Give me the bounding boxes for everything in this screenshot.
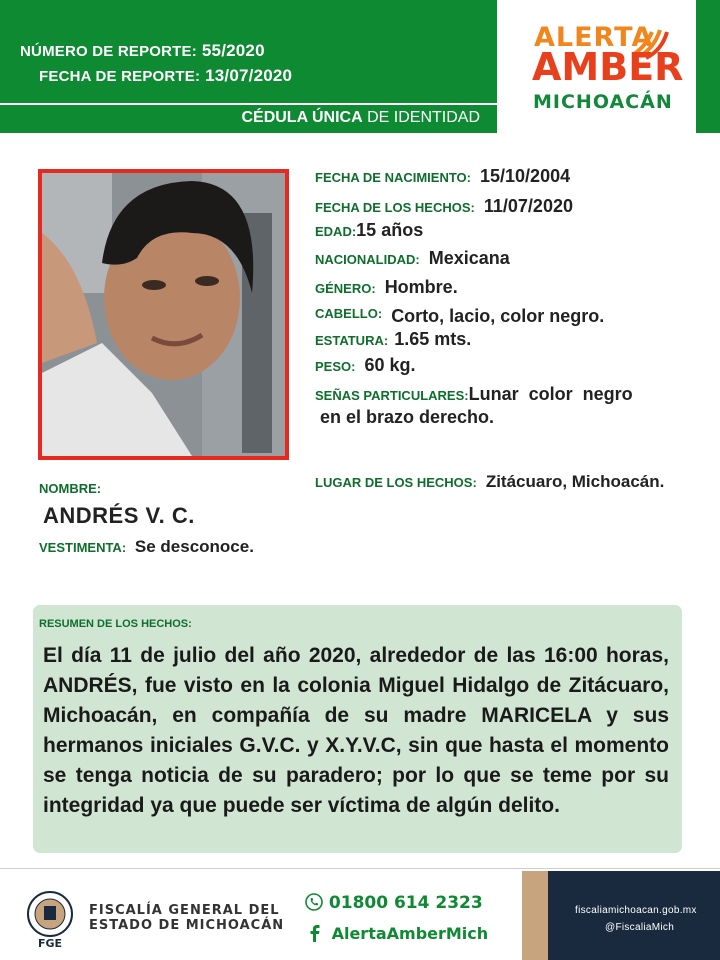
alerta-amber-logo	[520, 22, 684, 117]
events-date-label: FECHA DE LOS HECHOS:	[315, 200, 475, 215]
org-name-line2: ESTADO DE MICHOACÁN	[89, 918, 285, 933]
age-value: 15 años	[356, 220, 424, 240]
clothing-label: VESTIMENTA:	[39, 540, 127, 555]
twitter-handle[interactable]: @FiscaliaMich	[605, 922, 675, 933]
report-date-value: 13/07/2020	[205, 66, 293, 85]
report-number-value: 55/2020	[201, 41, 265, 60]
marks-label: SEÑAS PARTICULARES:	[315, 388, 469, 403]
logo-michoacan: MICHOACÁN	[533, 91, 673, 113]
marks-value-line2: en el brazo derecho.	[320, 407, 495, 427]
footer-divider	[0, 868, 720, 869]
org-name-line1: FISCALÍA GENERAL DEL	[89, 903, 280, 918]
summary-text: El día 11 de julio del año 2020, alrededor de las 16:00 horas, ANDRÉS, fue visto en la colonia Miguel Hidalgo de Zitácuaro, Michoacán, en compañía de su madre MARICELA y sus hermanos iniciales G.V.C. y X.Y.V.C, sin que hasta el momento se tenga noticia de su paradero; por lo que se teme por su integridad ya que puede ser víctima de algún delito.	[43, 644, 669, 817]
logo-alerta: ALERTA	[534, 22, 654, 53]
name-label: NOMBRE:	[39, 481, 102, 496]
cedula-title	[241, 109, 480, 127]
weight	[315, 355, 416, 376]
events-date	[315, 196, 573, 217]
weight-value: 60 kg.	[364, 355, 416, 375]
birth-date-value: 15/10/2004	[480, 166, 571, 186]
facebook-link[interactable]	[308, 924, 488, 943]
gender-label: GÉNERO:	[315, 281, 376, 296]
summary-title: RESUMEN DE LOS HECHOS:	[39, 618, 192, 630]
header-strip	[696, 0, 720, 133]
website-link[interactable]: fiscaliamichoacan.gob.mx	[575, 905, 697, 916]
birth-date-label: FECHA DE NACIMIENTO:	[315, 170, 471, 185]
hair-label: CABELLO:	[315, 306, 383, 321]
age-label: EDAD:	[315, 224, 357, 239]
gender-value: Hombre.	[384, 277, 458, 297]
event-place	[315, 471, 664, 492]
height	[315, 329, 471, 350]
footer-accent	[522, 871, 548, 960]
clothing-value: Se desconoce.	[134, 537, 254, 556]
cedula-bold: CÉDULA ÚNICA	[241, 109, 363, 126]
report-date	[39, 66, 292, 86]
footer-contact-panel	[548, 871, 720, 960]
report-date-label: FECHA DE REPORTE:	[39, 68, 201, 85]
weight-label: PESO:	[315, 359, 356, 374]
person-photo-illustration	[42, 173, 285, 456]
hair-value: Corto, lacio, color negro.	[391, 306, 605, 326]
cedula-rest: DE IDENTIDAD	[362, 109, 480, 126]
summary-box	[33, 605, 682, 853]
marks-continued	[320, 407, 494, 428]
events-date-value: 11/07/2020	[483, 196, 573, 216]
age	[315, 220, 423, 241]
fge-seal-icon	[22, 890, 78, 950]
birth-date	[315, 166, 570, 187]
clothing	[39, 537, 254, 557]
place-value: Zitácuaro, Michoacán.	[485, 472, 665, 491]
gender	[315, 277, 458, 298]
header-divider	[0, 103, 497, 105]
marks-value-line1: Lunar color negro	[468, 384, 633, 404]
facebook-text: AlertaAmberMich	[331, 924, 489, 943]
logo-amber: AMBER	[532, 45, 684, 89]
height-value: 1.65 mts.	[394, 329, 472, 349]
org-name	[89, 903, 284, 933]
phone-icon	[305, 893, 323, 911]
nationality-label: NACIONALIDAD:	[315, 252, 420, 267]
report-number-label: NÚMERO DE REPORTE:	[20, 43, 197, 60]
nationality-value: Mexicana	[428, 248, 510, 268]
phone-number[interactable]	[305, 893, 483, 913]
hair	[315, 306, 604, 327]
seal-label: FGE	[37, 937, 63, 950]
place-label: LUGAR DE LOS HECHOS:	[315, 475, 477, 490]
missing-person-photo	[38, 169, 289, 460]
phone-text: 01800 614 2323	[328, 893, 483, 913]
facebook-icon	[308, 924, 322, 942]
report-number	[20, 41, 265, 61]
distinguishing-marks	[315, 384, 633, 405]
person-name: ANDRÉS V. C.	[43, 503, 195, 528]
nationality	[315, 248, 510, 269]
height-label: ESTATURA:	[315, 333, 389, 348]
